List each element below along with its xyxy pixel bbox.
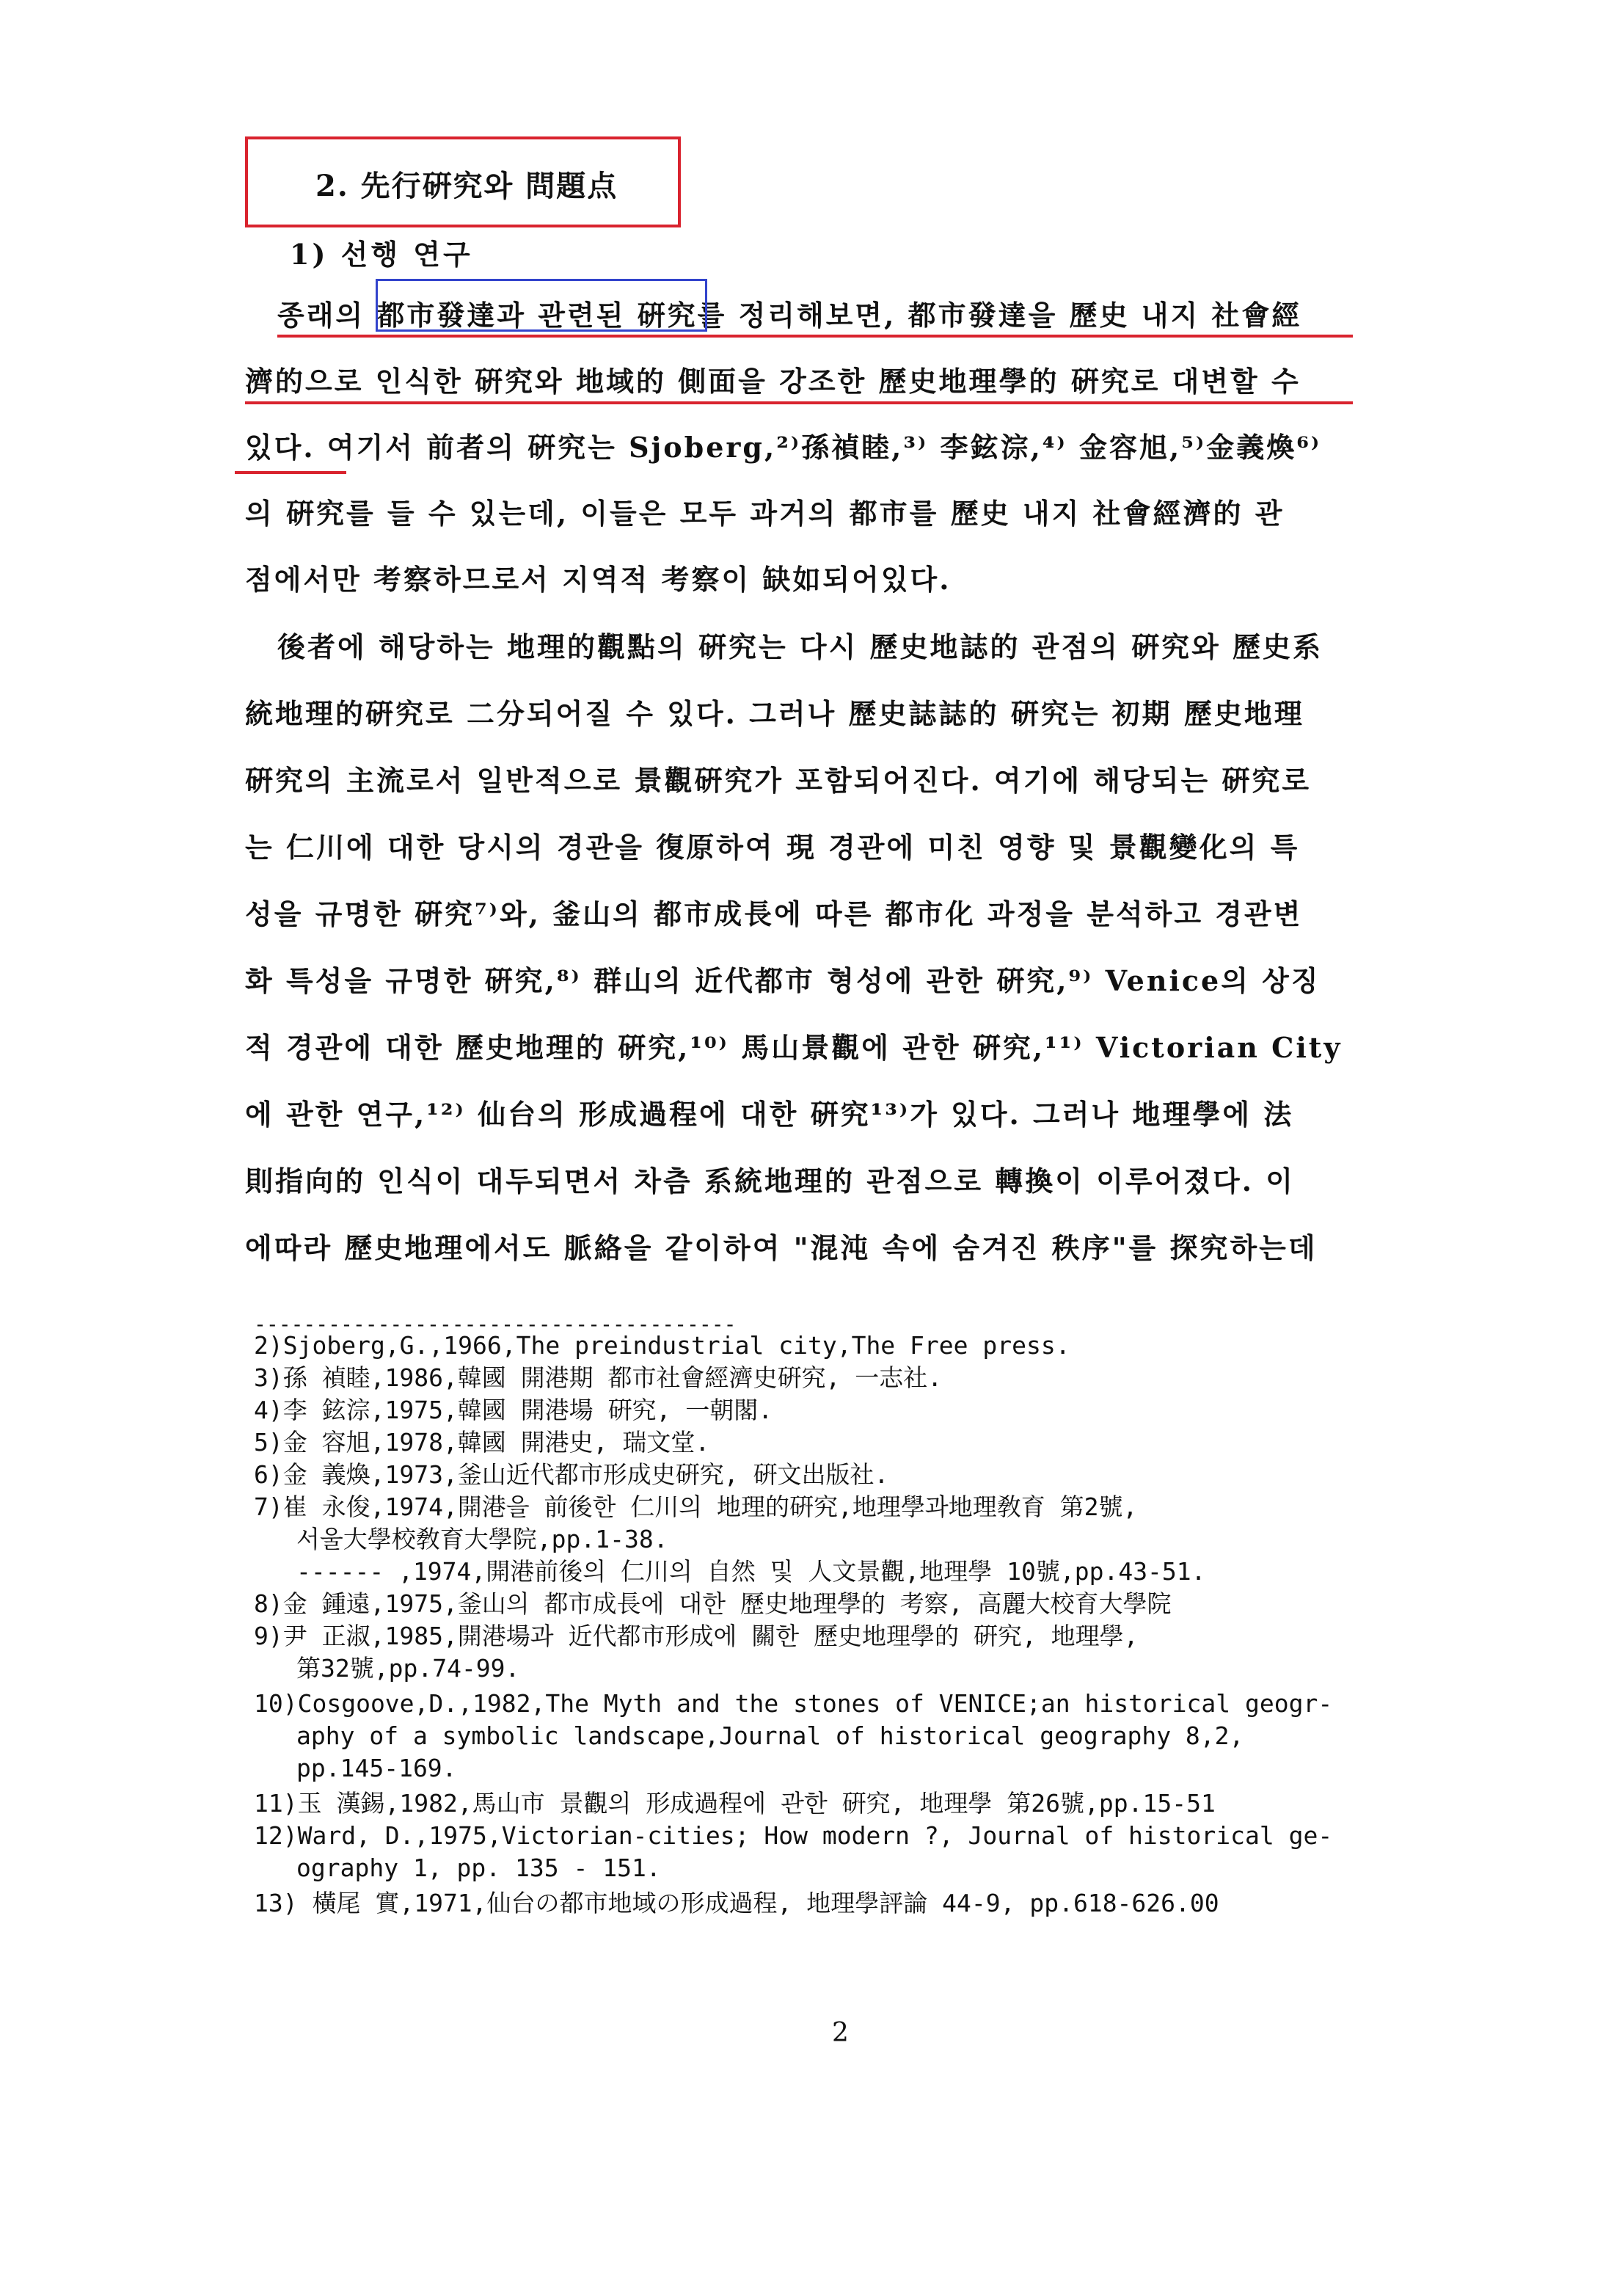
paragraph2-line-5: 성을 규명한 硏究⁷⁾와, 釜山의 都市成長에 따른 都市化 과정을 분석하고 경관변 xyxy=(245,897,1303,930)
footnote-12-continuation: ography 1, pp. 135 - 151. xyxy=(296,1854,661,1882)
footnote-7-continuation: 서울大學校敎育大學院,pp.1-38. xyxy=(296,1525,668,1553)
page-number: 2 xyxy=(832,2018,849,2048)
footnote-9-continuation: 第32號,pp.74-99. xyxy=(296,1654,520,1683)
footnote-6: 6)金 義煥,1973,釜山近代都市形成史硏究, 硏文出版社. xyxy=(254,1460,889,1489)
footnote-12: 12)Ward, D.,1975,Victorian-cities; How modern ?, Journal of historical ge- xyxy=(254,1821,1333,1850)
paragraph1-line-2: 濟的으로 인식한 硏究와 地域的 側面을 강조한 歷史地理學的 硏究로 대변할 수 xyxy=(245,365,1301,398)
section-heading: 2. 先行硏究와 問題点 xyxy=(315,169,618,203)
footnote-11: 11)玉 漢錫,1982,馬山市 景觀의 形成過程에 관한 硏究, 地理學 第26號,pp.15-51 xyxy=(254,1789,1216,1818)
paragraph2-line-10: 에따라 歷史地理에서도 脈絡을 같이하여 "混沌 속에 숨겨진 秩序"를 探究하는데 xyxy=(245,1231,1318,1264)
paragraph1-line-5: 점에서만 考察하므로서 지역적 考察이 缺如되어있다. xyxy=(245,563,952,596)
paragraph2-line-8: 에 관한 연구,¹²⁾ 仙台의 形成過程에 대한 硏究¹³⁾가 있다. 그러나 地理學에 法 xyxy=(245,1098,1294,1131)
paragraph2-line-7: 적 경관에 대한 歷史地理的 硏究,¹⁰⁾ 馬山景觀에 관한 硏究,¹¹⁾ Victorian City xyxy=(245,1031,1343,1064)
footnote-5: 5)金 容旭,1978,韓國 開港史, 瑞文堂. xyxy=(254,1428,710,1457)
underline-annotation-3 xyxy=(235,471,346,474)
footnote-4: 4)李 鉉淙,1975,韓國 開港場 硏究, 一朝閣. xyxy=(254,1396,773,1424)
paragraph2-line-4: 는 仁川에 대한 당시의 경관을 復原하여 現 경관에 미친 영향 및 景觀變化의 특 xyxy=(245,831,1300,864)
footnote-13: 13) 橫尾 實,1971,仙台の都市地域の形成過程, 地理學評論 44-9, pp.618-626.00 xyxy=(254,1889,1219,1917)
footnote-10-continuation-2: pp.145-169. xyxy=(296,1754,457,1782)
paragraph1-line-3: 있다. 여기서 前者의 硏究는 Sjoberg,²⁾孫禎睦,³⁾ 李鉉淙,⁴⁾ 金容旭,⁵⁾金義煥⁶⁾ xyxy=(245,431,1322,464)
footnote-9: 9)尹 正淑,1985,開港場과 近代都市形成에 關한 歷史地理學的 硏究, 地理學, xyxy=(254,1622,1139,1650)
subsection-heading: 1) 선행 연구 xyxy=(290,238,473,271)
footnote-10-continuation-1: aphy of a symbolic landscape,Journal of historical geography 8,2, xyxy=(296,1721,1244,1750)
paragraph2-line-1: 後者에 해당하는 地理的觀點의 硏究는 다시 歷史地誌的 관점의 硏究와 歷史系 xyxy=(277,630,1323,663)
footnote-8: 8)金 鍾遠,1975,釜山의 都市成長에 대한 歷史地理學的 考察, 高麗大校育大學院 xyxy=(254,1589,1172,1618)
underline-annotation-2 xyxy=(245,401,1353,404)
paragraph2-line-3: 硏究의 主流로서 일반적으로 景觀硏究가 포함되어진다. 여기에 해당되는 硏究로 xyxy=(245,764,1312,797)
footnote-7-second-reference: ------ ,1974,開港前後의 仁川의 自然 및 人文景觀,地理學 10號,pp.43-51. xyxy=(296,1557,1206,1586)
footnote-separator: --------------------------------------- xyxy=(254,1312,737,1336)
paragraph1-line-1: 종래의 都市發達과 관련된 硏究를 정리해보면, 都市發達을 歷史 내지 社會經 xyxy=(277,299,1302,332)
paragraph2-line-9: 則指向的 인식이 대두되면서 차츰 系統地理的 관점으로 轉換이 이루어졌다. 이 xyxy=(245,1165,1295,1198)
paragraph2-line-2: 統地理的硏究로 二分되어질 수 있다. 그러나 歷史誌誌的 硏究는 初期 歷史地理 xyxy=(245,697,1304,730)
underline-annotation-1 xyxy=(277,335,1353,338)
paragraph1-line-4: 의 硏究를 들 수 있는데, 이들은 모두 과거의 都市를 歷史 내지 社會經濟的 관 xyxy=(245,497,1285,530)
footnote-3: 3)孫 禎睦,1986,韓國 開港期 都市社會經濟史硏究, 一志社. xyxy=(254,1363,943,1392)
footnote-10: 10)Cosgoove,D.,1982,The Myth and the stones of VENICE;an historical geogr- xyxy=(254,1689,1333,1718)
highlight-annotation-box xyxy=(376,279,707,332)
footnote-7: 7)崔 永俊,1974,開港을 前後한 仁川의 地理的硏究,地理學과地理敎育 第2號, xyxy=(254,1493,1138,1521)
footnote-2: 2)Sjoberg,G.,1966,The preindustrial city,The Free press. xyxy=(254,1331,1070,1360)
paragraph2-line-6: 화 특성을 규명한 硏究,⁸⁾ 群山의 近代都市 형성에 관한 硏究,⁹⁾ Venice의 상징 xyxy=(245,964,1321,997)
